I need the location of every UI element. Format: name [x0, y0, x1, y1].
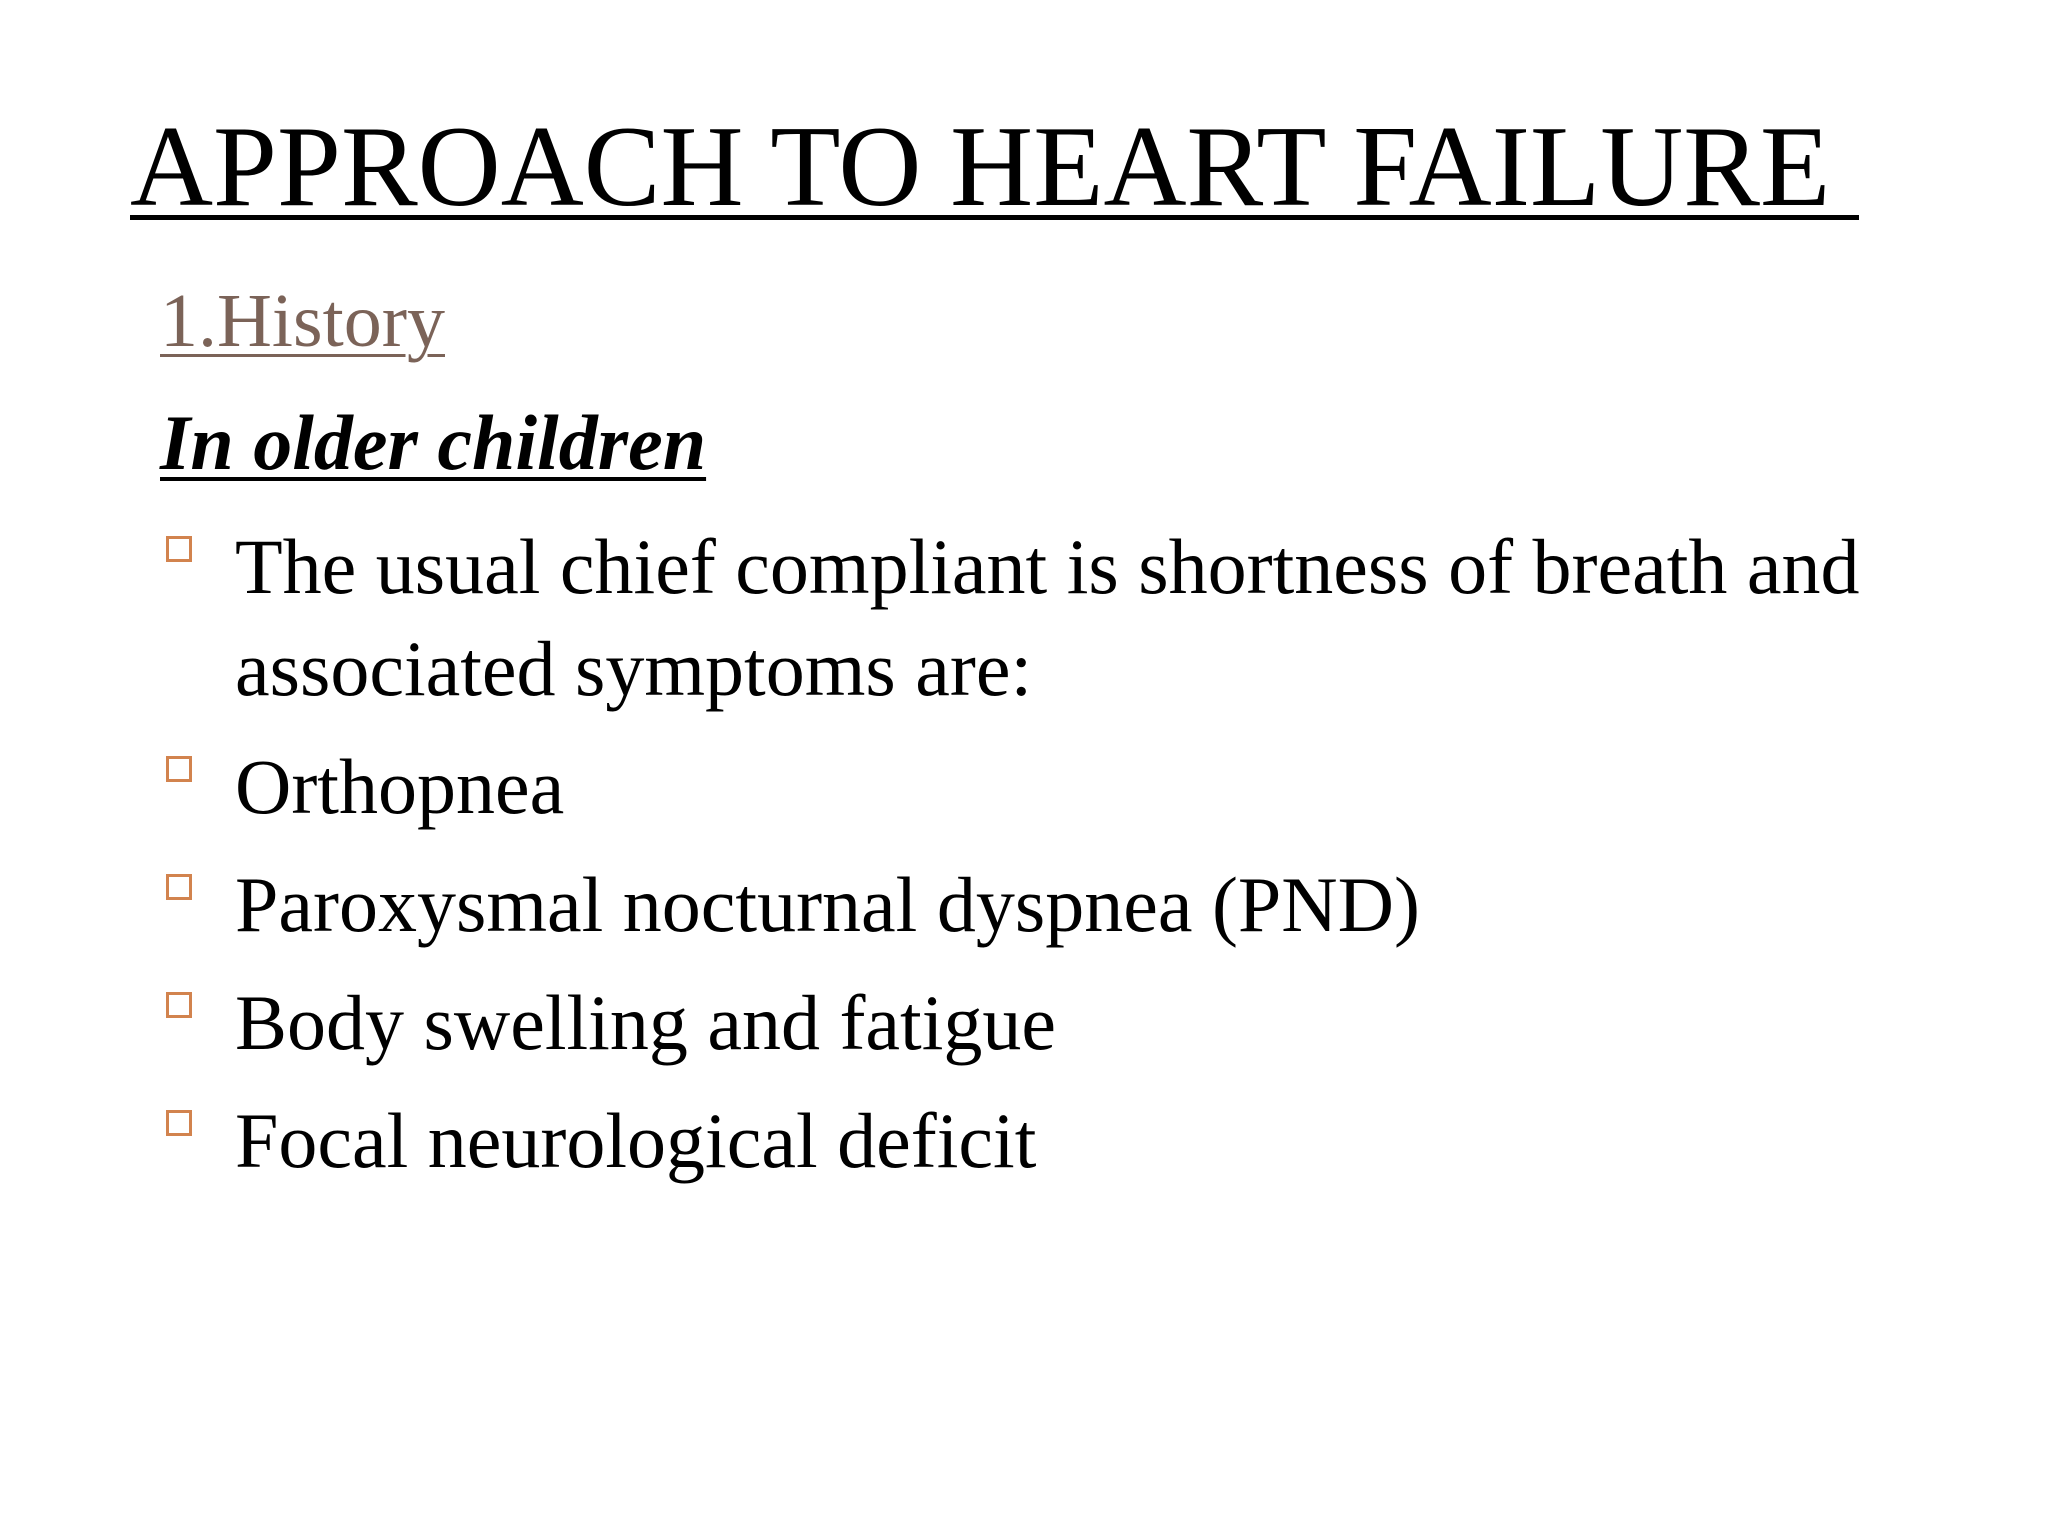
list-item	[160, 854, 1960, 956]
bullet-text: The usual chief compliant is shortness of breath and associated symptoms are:	[235, 523, 1860, 712]
hollow-square-bullet-icon	[166, 874, 192, 900]
bullet-list	[160, 516, 1960, 1208]
list-item	[160, 972, 1960, 1074]
hollow-square-bullet-icon	[166, 992, 192, 1018]
hollow-square-bullet-icon	[166, 536, 192, 562]
list-item	[160, 1090, 1960, 1192]
hollow-square-bullet-icon	[166, 756, 192, 782]
bullet-text: Orthopnea	[235, 743, 565, 830]
hollow-square-bullet-icon	[166, 1110, 192, 1136]
bullet-text: Paroxysmal nocturnal dyspnea (PND)	[235, 861, 1420, 948]
bullet-text: Focal neurological deficit	[235, 1097, 1037, 1184]
subheading: In older children	[160, 399, 707, 486]
section-heading: 1.History	[160, 279, 445, 363]
slide-title: APPROACH TO HEART FAILURE	[130, 103, 1859, 230]
list-item	[160, 736, 1960, 838]
list-item	[160, 516, 1960, 720]
bullet-text: Body swelling and fatigue	[235, 979, 1057, 1066]
